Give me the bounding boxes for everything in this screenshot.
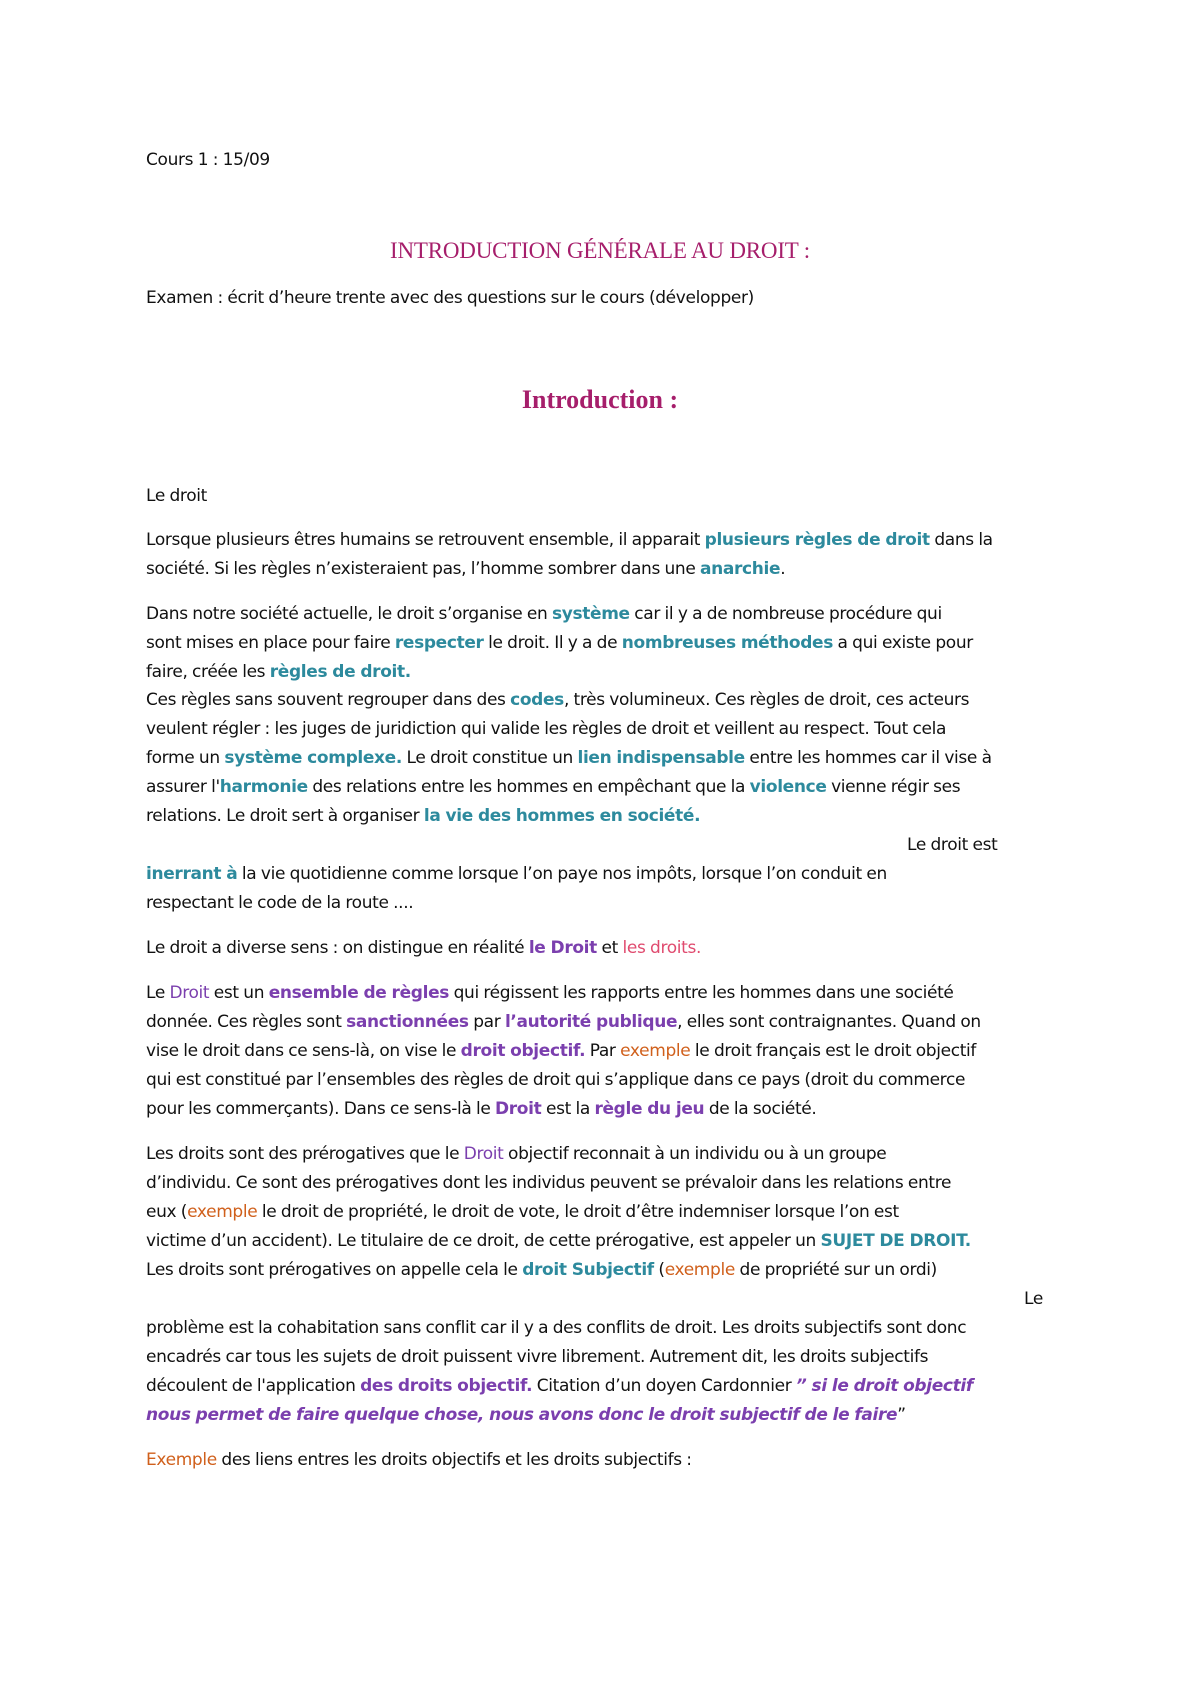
subheading: Le droit bbox=[146, 486, 207, 506]
paragraph-2-line: inerrant à la vie quotidienne comme lorsque l’on paye nos impôts, lorsque l’on conduit en bbox=[146, 864, 887, 884]
paragraph-5-line: eux (exemple le droit de propriété, le droit de vote, le droit d’être indemniser lorsque l’on est bbox=[146, 1202, 899, 1222]
paragraph-5-line: d’individu. Ce sont des prérogatives dont les individus peuvent se prévaloir dans les relations entre bbox=[146, 1173, 952, 1193]
document-title: INTRODUCTION GÉNÉRALE AU DROIT : bbox=[390, 238, 810, 263]
paragraph-5-line: Les droits sont des prérogatives que le Droit objectif reconnait à un individu ou à un groupe bbox=[146, 1144, 887, 1164]
course-header: Cours 1 : 15/09 bbox=[146, 150, 270, 170]
exam-note: Examen : écrit d’heure trente avec des questions sur le cours (développer) bbox=[146, 288, 754, 308]
paragraph-2-line: relations. Le droit sert à organiser la vie des hommes en société. bbox=[146, 806, 701, 826]
paragraph-2-line: forme un système complexe. Le droit constitue un lien indispensable entre les hommes car il vise à bbox=[146, 748, 992, 768]
paragraph-5-line: découlent de l'application des droits objectif. Citation d’un doyen Cardonnier ” si le droit objectif bbox=[146, 1376, 973, 1396]
paragraph-6-line: Exemple des liens entres les droits objectifs et les droits subjectifs : bbox=[146, 1450, 692, 1470]
paragraph-1-line: Lorsque plusieurs êtres humains se retrouvent ensemble, il apparait plusieurs règles de droit dans la bbox=[146, 530, 993, 550]
paragraph-4-line: vise le droit dans ce sens-là, on vise le droit objectif. Par exemple le droit français est le droit objectif bbox=[146, 1041, 977, 1061]
paragraph-2-line: veulent régler : les juges de juridiction qui valide les règles de droit et veillent au respect. Tout cela bbox=[146, 719, 947, 739]
paragraph-2-line: Le droit est bbox=[907, 835, 998, 855]
paragraph-2-line: Dans notre société actuelle, le droit s’organise en système car il y a de nombreuse procédure qui bbox=[146, 604, 942, 624]
paragraph-2-line: respectant le code de la route .... bbox=[146, 893, 414, 913]
paragraph-5-line: Les droits sont prérogatives on appelle cela le droit Subjectif (exemple de propriété sur un ordi) bbox=[146, 1260, 937, 1280]
paragraph-4-line: qui est constitué par l’ensembles des règles de droit qui s’applique dans ce pays (droit du commerce bbox=[146, 1070, 966, 1090]
paragraph-4-line: donnée. Ces règles sont sanctionnées par l’autorité publique, elles sont contraignantes. Quand on bbox=[146, 1012, 981, 1032]
paragraph-1-line: société. Si les règles n’existeraient pas, l’homme sombrer dans une anarchie. bbox=[146, 559, 786, 579]
paragraph-2-line: assurer l'harmonie des relations entre les hommes en empêchant que la violence vienne régir ses bbox=[146, 777, 961, 797]
paragraph-5-line: Le bbox=[1024, 1289, 1043, 1309]
paragraph-5-line: problème est la cohabitation sans conflit car il y a des conflits de droit. Les droits subjectifs sont donc bbox=[146, 1318, 967, 1338]
paragraph-2-line: sont mises en place pour faire respecter le droit. Il y a de nombreuses méthodes a qui existe pour bbox=[146, 633, 973, 653]
paragraph-5-line: victime d’un accident). Le titulaire de ce droit, de cette prérogative, est appeler un SUJET DE DROIT. bbox=[146, 1231, 971, 1251]
paragraph-2-line: faire, créée les règles de droit. bbox=[146, 662, 411, 682]
paragraph-5-line: encadrés car tous les sujets de droit puissent vivre librement. Autrement dit, les droits subjectifs bbox=[146, 1347, 929, 1367]
paragraph-4-line: Le Droit est un ensemble de règles qui régissent les rapports entre les hommes dans une société bbox=[146, 983, 954, 1003]
citation-line: nous permet de faire quelque chose, nous avons donc le droit subjectif de le faire” bbox=[146, 1405, 906, 1425]
paragraph-2-line: Ces règles sans souvent regrouper dans des codes, très volumineux. Ces règles de droit, ces acteurs bbox=[146, 690, 970, 710]
section-title: Introduction : bbox=[521, 385, 679, 414]
paragraph-3-line: Le droit a diverse sens : on distingue en réalité le Droit et les droits. bbox=[146, 938, 702, 958]
paragraph-4-line: pour les commerçants). Dans ce sens-là le Droit est la règle du jeu de la société. bbox=[146, 1099, 817, 1119]
